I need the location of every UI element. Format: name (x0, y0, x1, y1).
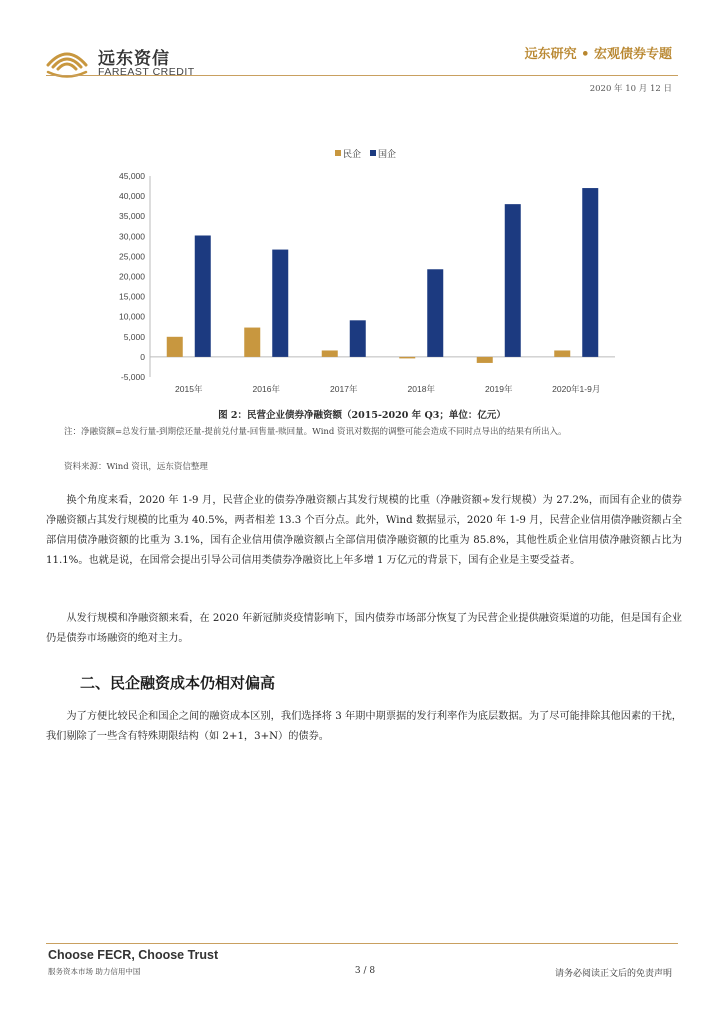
bar-民企-2016年 (244, 328, 260, 357)
page-number: 3 / 8 (354, 966, 376, 976)
y-tick-label: 30,000 (119, 231, 145, 242)
logo-english-name: FAREAST CREDIT (98, 66, 195, 78)
header-divider (46, 75, 678, 76)
y-tick-label: 40,000 (119, 191, 145, 202)
bar-国企-2018年 (427, 269, 443, 357)
legend-label-1: 国企 (378, 150, 397, 160)
legend-label-0: 民企 (343, 150, 362, 160)
figure-note: 注：净融资额=总发行量-到期偿还量-提前兑付量-回售量-赎回量。Wind 资讯对数据的调整可能会造成不同时点导出的结果有所出入。 (64, 427, 567, 437)
bar-民企-2020年1-9月 (554, 350, 570, 356)
section-heading: 二、民企融资成本仍相对偏高 (80, 674, 276, 692)
bar-民企-2017年 (322, 350, 338, 356)
x-tick-label: 2020年1-9月 (552, 384, 601, 394)
body-paragraph-2: 从发行规模和净融资额来看，在 2020 年新冠肺炎疫情影响下，国内债券市场部分恢复了为民营企业提供融资渠道的功能，但是国有企业仍是债券市场融资的绝对主力。 (46, 613, 682, 644)
bar-国企-2016年 (272, 250, 288, 357)
bar-民企-2019年 (477, 357, 493, 363)
x-tick-label: 2015年 (175, 384, 203, 394)
bar-民企-2018年 (399, 357, 415, 359)
bar-国企-2019年 (505, 204, 521, 357)
x-tick-label: 2019年 (485, 384, 513, 394)
footer-subslogan: 服务资本市场 助力信用中国 (48, 967, 141, 976)
y-tick-label: -5,000 (120, 372, 145, 382)
y-tick-label: 25,000 (119, 251, 145, 262)
x-tick-label: 2017年 (330, 384, 358, 394)
bar-国企-2017年 (350, 320, 366, 357)
y-tick-label: 20,000 (119, 271, 145, 282)
header-title: 远东研究 • 宏观债券专题 (524, 47, 672, 62)
y-tick-label: 0 (140, 351, 145, 362)
bar-国企-2020年1-9月 (582, 188, 598, 357)
figure-caption: 图 2：民营企业债券净融资额（2015-2020 年 Q3；单位：亿元） (218, 410, 506, 421)
figure-source: 资料来源：Wind 资讯，远东资信整理 (64, 462, 208, 472)
y-tick-label: 10,000 (119, 311, 145, 322)
footer-disclaimer: 请务必阅读正文后的免责声明 (554, 969, 672, 979)
y-tick-label: 35,000 (119, 211, 145, 222)
body-paragraph-3: 为了方便比较民企和国企之间的融资成本区别，我们选择将 3 年期中期票据的发行利率作为底层数据。为了尽可能排除其他因素的干扰，我们剔除了一些含有特殊期限结构（如 2+1，3+N）的债券。 (46, 711, 682, 742)
legend-swatch-0 (335, 150, 341, 156)
logo-chinese-name: 远东资信 (98, 49, 170, 69)
x-tick-label: 2018年 (407, 384, 435, 394)
footer-slogan: Choose FECR, Choose Trust (48, 948, 219, 962)
body-paragraph-1: 换个角度来看，2020 年 1-9 月，民营企业的债券净融资额占其发行规模的比重（净融资额÷发行规模）为 27.2%，而国有企业的债券净融资额占其发行规模的比重为 40.5%，两者相差 13.3 个百分点。此外，Wind 数据显示，2020 年 1-9 月，民营企业信用债净融资额占全部信用债净融资额的比重为 3.1%，国有企业信用债净融资额占全部信用债净融资额的比重为 85.8%，其他性质企业信用债净融资额占比为 11.1%。也就是说，在国常会提出引导公司信用类债券净融资比上年多增 1 万亿元的背景下，国有企业是主要受益者。 (46, 495, 682, 566)
x-tick-label: 2016年 (252, 384, 280, 394)
bar-国企-2015年 (195, 235, 211, 356)
report-date: 2020 年 10 月 12 日 (589, 84, 672, 94)
net-financing-bar-chart (100, 140, 620, 402)
bar-民企-2015年 (167, 337, 183, 357)
legend-swatch-1 (370, 150, 376, 156)
footer-divider (46, 943, 678, 944)
y-tick-label: 5,000 (123, 331, 145, 342)
y-tick-label: 45,000 (119, 171, 145, 181)
y-tick-label: 15,000 (119, 291, 145, 302)
